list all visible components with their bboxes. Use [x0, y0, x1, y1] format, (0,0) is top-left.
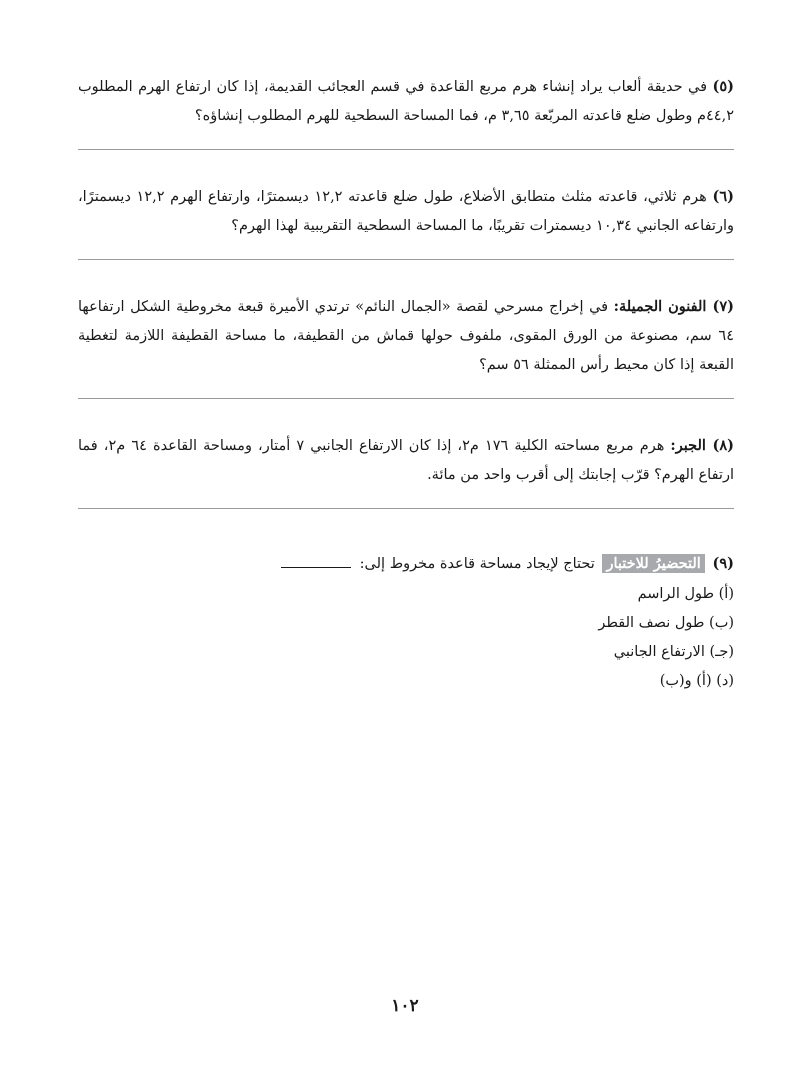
separator-line — [78, 259, 734, 260]
problem-5-number: (٥) — [712, 78, 734, 95]
problem-7-number: (٧) — [712, 298, 734, 315]
problem-7 — [78, 292, 734, 380]
problem-8-topic: الجبر: — [670, 437, 713, 454]
problem-9-text: تحتاج لإيجاد مساحة قاعدة مخروط إلى: — [359, 556, 595, 572]
option-c: (جـ) الارتفاع الجانبي — [613, 644, 734, 660]
problem-5-text: في حديقة ألعاب يراد إنشاء هرم مربع القاعدة في قسم العجائب القديمة، إذا كان ارتفاع الهرم المطلوب ٤٤,٢م وطول ضلع قاعدته المربّعة ٣,٦٥ م، فما المساحة السطحية للهرم المطلوب إنشاؤه؟ — [78, 79, 734, 124]
problem-8 — [78, 431, 734, 490]
problem-6-text: هرم ثلاثي، قاعدته مثلث متطابق الأضلاع، طول ضلع قاعدته ١٢,٢ ديسمترًا، وارتفاع الهرم ١٢,٢ ديسمترًا، وارتفاعه الجانبي ١٠,٣٤ ديسمترات تقريبًا، ما المساحة السطحية التقريبية لهذا الهرم؟ — [78, 189, 734, 234]
worksheet-page — [78, 72, 734, 696]
separator-line — [78, 398, 734, 399]
answer-options — [78, 580, 734, 696]
problem-6 — [78, 182, 734, 241]
problem-6-number: (٦) — [712, 188, 734, 205]
page-number: ١٠٢ — [391, 996, 419, 1016]
problem-5 — [78, 72, 734, 131]
separator-line — [78, 508, 734, 509]
test-prep-badge: التحضيرُ للاختبار — [602, 554, 704, 573]
separator-line — [78, 149, 734, 150]
option-d: (د) (أ) و(ب) — [659, 673, 734, 689]
answer-blank — [281, 555, 351, 568]
problem-8-text: هرم مربع مساحته الكلية ١٧٦ م٢، إذا كان الارتفاع الجانبي ٧ أمتار، ومساحة القاعدة ٦٤ م٢، فما ارتفاع الهرم؟ قرّب إجابتك إلى أقرب واحد من مائة. — [78, 438, 734, 483]
option-b: (ب) طول نصف القطر — [598, 615, 734, 631]
problem-7-topic: الفنون الجميلة: — [613, 298, 713, 315]
problem-9-number: (٩) — [712, 555, 734, 572]
problem-7-text: في إخراج مسرحي لقصة «الجمال النائم» ترتدي الأميرة قبعة مخروطية الشكل ارتفاعها ٦٤ سم، مصنوعة من الورق المقوى، ملفوف حولها قماش من القطيفة، ما مساحة القطيفة اللازمة لتغطية القبعة إذا كان محيط رأس الممثلة ٥٦ سم؟ — [78, 299, 734, 373]
option-a: (أ) طول الراسم — [637, 586, 734, 602]
problem-8-number: (٨) — [712, 437, 734, 454]
problem-9 — [78, 549, 734, 696]
